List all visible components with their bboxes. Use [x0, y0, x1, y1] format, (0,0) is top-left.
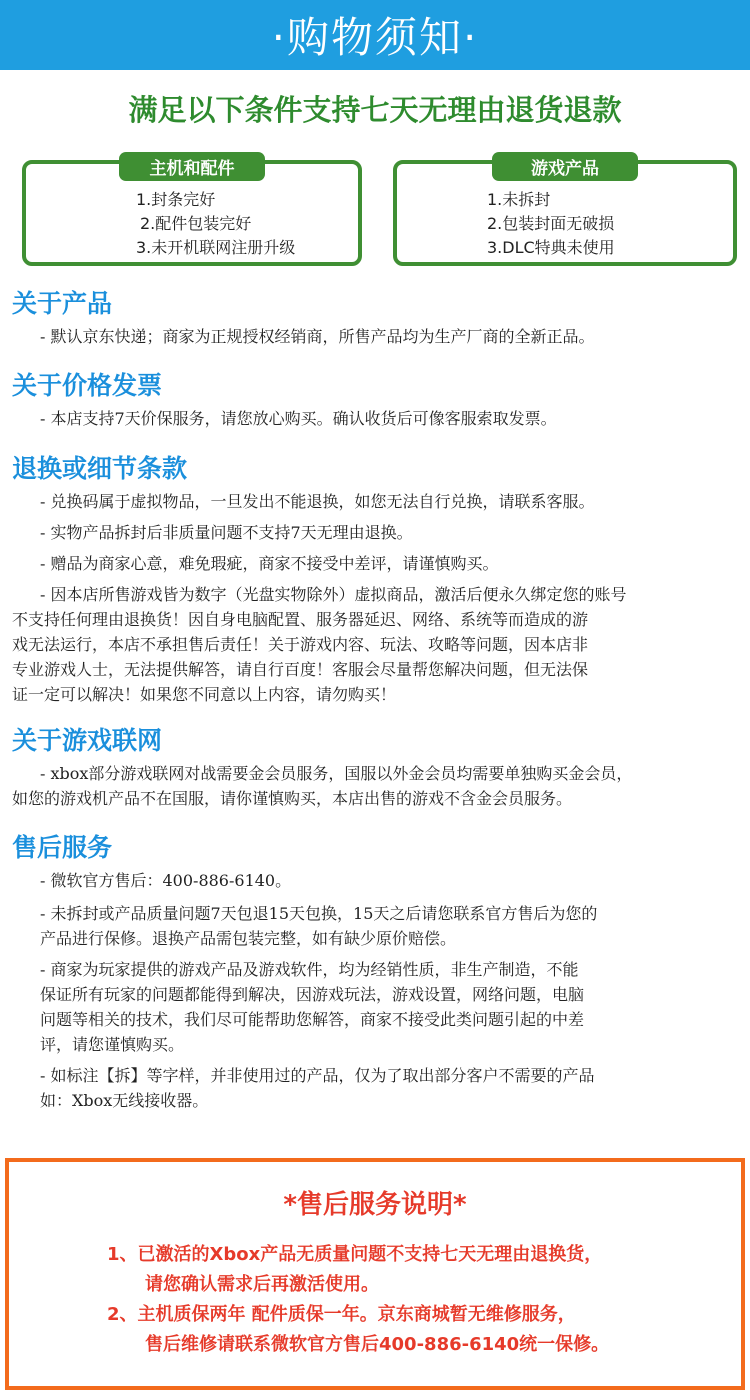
section-line: 不支持任何理由退换货！因自身电脑配置、服务器延迟、网络、系统等而造成的游 [12, 610, 589, 629]
condition-item: 2.包装封面无破损 [487, 214, 615, 233]
page-title: ·购物须知· [271, 13, 479, 62]
notice-line: 1、已激活的Xbox产品无质量问题不支持七天无理由退换货， [107, 1244, 603, 1265]
section-title: 售后服务 [12, 833, 113, 862]
section-line: 问题等相关的技术，我们尽可能帮助您解答，商家不接受此类问题引起的中差 [40, 1010, 585, 1029]
notice-title: *售后服务说明* [283, 1190, 467, 1220]
notice-line: 2、主机质保两年 配件质保一年。京东商城暂无维修服务， [107, 1304, 576, 1325]
game-products-box [393, 160, 737, 266]
return-policy-subtitle: 满足以下条件支持七天无理由退货退款 [128, 93, 622, 127]
section-line: 戏无法运行，本店不承担售后责任！关于游戏内容、玩法、攻略等问题，因本店非 [12, 635, 589, 654]
console-accessories-box [22, 160, 362, 266]
section-price [12, 370, 747, 431]
section-line: - 如标注【拆】等字样，并非使用过的产品，仅为了取出部分客户不需要的产品 [40, 1066, 595, 1085]
condition-item: 3.未开机联网注册升级 [136, 238, 296, 257]
section-online [12, 725, 747, 811]
section-line: - 默认京东快递；商家为正规授权经销商，所售产品均为生产厂商的全新正品。 [40, 327, 595, 346]
section-line: - 微软官方售后：400-886-6140。 [40, 871, 292, 890]
section-line: - xbox部分游戏联网对战需要金会员服务，国服以外金会员均需要单独购买金会员， [40, 764, 633, 783]
condition-item: 1.未拆封 [487, 190, 551, 209]
section-after-sales [12, 832, 747, 1113]
section-title: 退换或细节条款 [12, 454, 188, 483]
box-title: 游戏产品 [492, 152, 638, 181]
notice-line: 请您确认需求后再激活使用。 [145, 1274, 379, 1295]
condition-item: 1.封条完好 [136, 190, 216, 209]
section-product [12, 288, 747, 349]
condition-item: 3.DLC特典未使用 [487, 238, 615, 257]
section-line: - 商家为玩家提供的游戏产品及游戏软件，均为经销性质，非生产制造，不能 [40, 960, 579, 979]
section-line: - 实物产品拆封后非质量问题不支持7天无理由退换。 [40, 523, 413, 542]
section-line: 专业游戏人士，无法提供解答，请自行百度！客服会尽量帮您解决问题，但无法保 [12, 660, 589, 679]
section-line: - 未拆封或产品质量问题7天包退15天包换，15天之后请您联系官方售后为您的 [40, 904, 598, 923]
page-header [0, 0, 750, 70]
condition-item: 2.配件包装完好 [140, 214, 252, 233]
notice-line: 售后维修请联系微软官方售后400-886-6140统一保修。 [145, 1334, 610, 1355]
section-line: - 兑换码属于虚拟物品，一旦发出不能退换，如您无法自行兑换，请联系客服。 [40, 492, 595, 511]
section-title: 关于价格发票 [12, 371, 163, 400]
section-line: 保证所有玩家的问题都能得到解决，因游戏玩法，游戏设置，网络问题，电脑 [40, 985, 585, 1004]
after-sales-notice-box [5, 1158, 745, 1390]
section-exchange [12, 453, 747, 707]
section-line: - 因本店所售游戏皆为数字（光盘实物除外）虚拟商品，激活后便永久绑定您的账号 [40, 585, 627, 604]
section-line: 如：Xbox无线接收器。 [40, 1091, 209, 1110]
section-title: 关于游戏联网 [12, 726, 163, 755]
condition-list [136, 188, 295, 260]
section-line: 如您的游戏机产品不在国服，请你谨慎购买，本店出售的游戏不含金会员服务。 [12, 789, 573, 808]
section-title: 关于产品 [12, 289, 113, 318]
condition-list [487, 188, 615, 260]
section-line: 产品进行保修。退换产品需包装完整，如有缺少原价赔偿。 [40, 929, 457, 948]
section-line: - 本店支持7天价保服务，请您放心购买。确认收货后可像客服索取发票。 [40, 409, 557, 428]
section-line: 证一定可以解决！如果您不同意以上内容，请勿购买！ [12, 685, 397, 704]
box-title: 主机和配件 [119, 152, 265, 181]
section-line: - 赠品为商家心意，难免瑕疵，商家不接受中差评，请谨慎购买。 [40, 554, 499, 573]
section-line: 评，请您谨慎购买。 [40, 1035, 185, 1054]
